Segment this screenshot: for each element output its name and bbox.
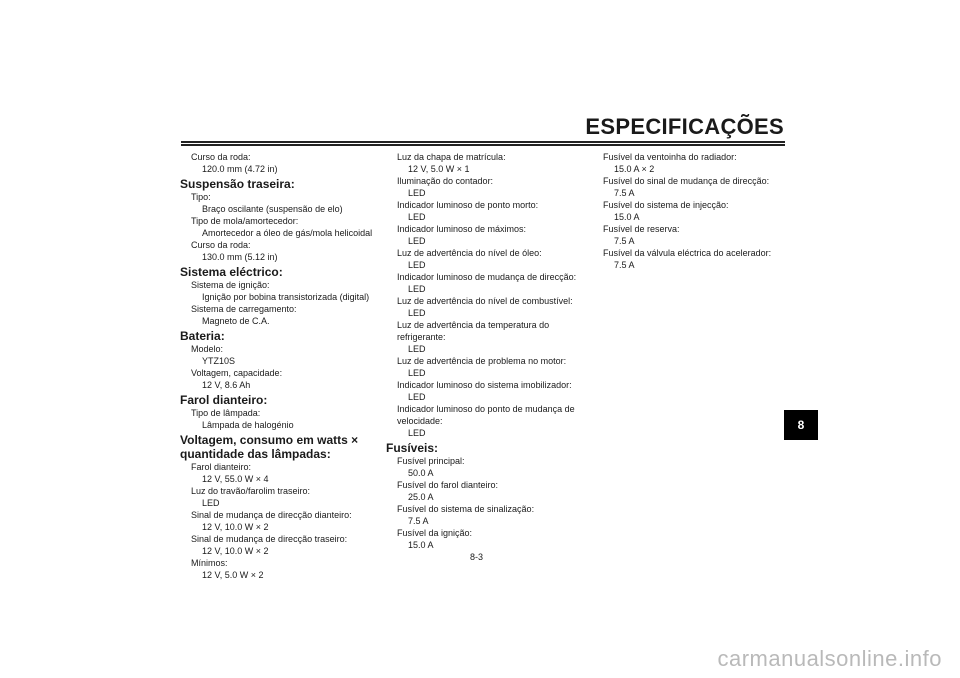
spec-value: Magneto de C.A. xyxy=(202,316,270,326)
spec-label: Fusível principal: xyxy=(397,456,465,466)
spec-value: Ignição por bobina transistorizada (digital) xyxy=(202,292,370,302)
spec-label: Farol dianteiro: xyxy=(191,462,252,472)
spec-label-cont: refrigerante: xyxy=(397,332,446,342)
spec-label: Fusível da ignição: xyxy=(397,528,473,538)
spec-label: Modelo: xyxy=(191,344,224,354)
spec-value: 130.0 mm (5.12 in) xyxy=(202,252,278,262)
section-heading-headlight: Farol dianteiro: xyxy=(180,393,268,407)
spec-label: Luz de advertência do nível de combustível: xyxy=(397,296,573,306)
spec-value: 7.5 A xyxy=(614,260,635,270)
spec-label: Sinal de mudança de direcção traseiro: xyxy=(191,534,348,544)
spec-label: Indicador luminoso de máximos: xyxy=(397,224,527,234)
spec-value: 12 V, 5.0 W × 2 xyxy=(202,570,264,580)
spec-label: Fusível do sistema de sinalização: xyxy=(397,504,535,514)
spec-label: Fusível do farol dianteiro: xyxy=(397,480,499,490)
spec-label: Indicador luminoso de ponto morto: xyxy=(397,200,539,210)
spec-value: 15.0 A xyxy=(408,540,434,550)
spec-column-1 xyxy=(180,151,385,581)
spec-value: 7.5 A xyxy=(614,236,635,246)
spec-label: Tipo: xyxy=(191,192,211,202)
spec-label: Fusível do sistema de injecção: xyxy=(603,200,729,210)
chapter-tab[interactable]: 8 xyxy=(784,410,818,440)
spec-value: 12 V, 5.0 W × 1 xyxy=(408,164,470,174)
spec-label: Fusível do sinal de mudança de direcção: xyxy=(603,176,770,186)
spec-value: LED xyxy=(408,284,426,294)
spec-label: Voltagem, capacidade: xyxy=(191,368,283,378)
spec-label: Luz de advertência de problema no motor: xyxy=(397,356,567,366)
spec-label: Fusível da válvula eléctrica do acelerador: xyxy=(603,248,772,258)
spec-label: Tipo de mola/amortecedor: xyxy=(191,216,299,226)
spec-value: Lâmpada de halogénio xyxy=(202,420,294,430)
spec-value: 120.0 mm (4.72 in) xyxy=(202,164,278,174)
watermark: carmanualsonline.info xyxy=(717,646,942,671)
spec-value: 7.5 A xyxy=(614,188,635,198)
spec-value: Braço oscilante (suspensão de elo) xyxy=(202,204,343,214)
spec-label: Indicador luminoso do sistema imobilizador: xyxy=(397,380,572,390)
spec-label: Iluminação do contador: xyxy=(397,176,494,186)
section-heading-battery: Bateria: xyxy=(180,329,225,343)
spec-value: LED xyxy=(408,260,426,270)
spec-value: 50.0 A xyxy=(408,468,434,478)
page-number: 8-3 xyxy=(470,552,484,562)
spec-column-3 xyxy=(592,151,797,271)
spec-value: LED xyxy=(408,392,426,402)
spec-value: LED xyxy=(408,428,426,438)
spec-label: Luz da chapa de matrícula: xyxy=(397,152,506,162)
spec-label: Indicador luminoso do ponto de mudança de xyxy=(397,404,575,414)
spec-label: Indicador luminoso de mudança de direcção: xyxy=(397,272,577,282)
section-heading-fuses: Fusíveis: xyxy=(386,441,439,455)
spec-label: Curso da roda: xyxy=(191,152,251,162)
spec-label-cont: velocidade: xyxy=(397,416,443,426)
spec-value: 12 V, 10.0 W × 2 xyxy=(202,546,269,556)
spec-value: LED xyxy=(408,308,426,318)
title-rule-top xyxy=(181,141,785,143)
title-rule-bottom xyxy=(181,144,785,146)
spec-value: LED xyxy=(202,498,220,508)
spec-value: 15.0 A × 2 xyxy=(614,164,655,174)
spec-value: 12 V, 55.0 W × 4 xyxy=(202,474,269,484)
spec-label: Luz de advertência da temperatura do xyxy=(397,320,550,330)
section-heading-bulbs-cont: quantidade das lâmpadas: xyxy=(180,447,331,461)
spec-value: LED xyxy=(408,236,426,246)
spec-value: 7.5 A xyxy=(408,516,429,526)
section-heading-rear-suspension: Suspensão traseira: xyxy=(180,177,295,191)
spec-label: Luz do travão/farolim traseiro: xyxy=(191,486,311,496)
section-heading-electrical: Sistema eléctrico: xyxy=(180,265,283,279)
page-title: ESPECIFICAÇÕES xyxy=(585,114,784,139)
spec-value: YTZ10S xyxy=(202,356,236,366)
spec-label: Tipo de lâmpada: xyxy=(191,408,261,418)
spec-label: Luz de advertência do nível de óleo: xyxy=(397,248,542,258)
spec-column-2 xyxy=(386,151,591,551)
spec-label: Sistema de ignição: xyxy=(191,280,270,290)
spec-value: LED xyxy=(408,344,426,354)
spec-label: Fusível da ventoinha do radiador: xyxy=(603,152,737,162)
spec-label: Fusível de reserva: xyxy=(603,224,680,234)
spec-value: Amortecedor a óleo de gás/mola helicoidal xyxy=(202,228,373,238)
spec-value: LED xyxy=(408,368,426,378)
spec-value: LED xyxy=(408,188,426,198)
spec-label: Sinal de mudança de direcção dianteiro: xyxy=(191,510,352,520)
section-heading-bulbs: Voltagem, consumo em watts × xyxy=(180,433,359,447)
spec-label: Curso da roda: xyxy=(191,240,251,250)
spec-label: Mínimos: xyxy=(191,558,228,568)
spec-value: 25.0 A xyxy=(408,492,434,502)
spec-label: Sistema de carregamento: xyxy=(191,304,297,314)
spec-value: LED xyxy=(408,212,426,222)
spec-value: 12 V, 10.0 W × 2 xyxy=(202,522,269,532)
spec-value: 15.0 A xyxy=(614,212,640,222)
spec-value: 12 V, 8.6 Ah xyxy=(202,380,251,390)
